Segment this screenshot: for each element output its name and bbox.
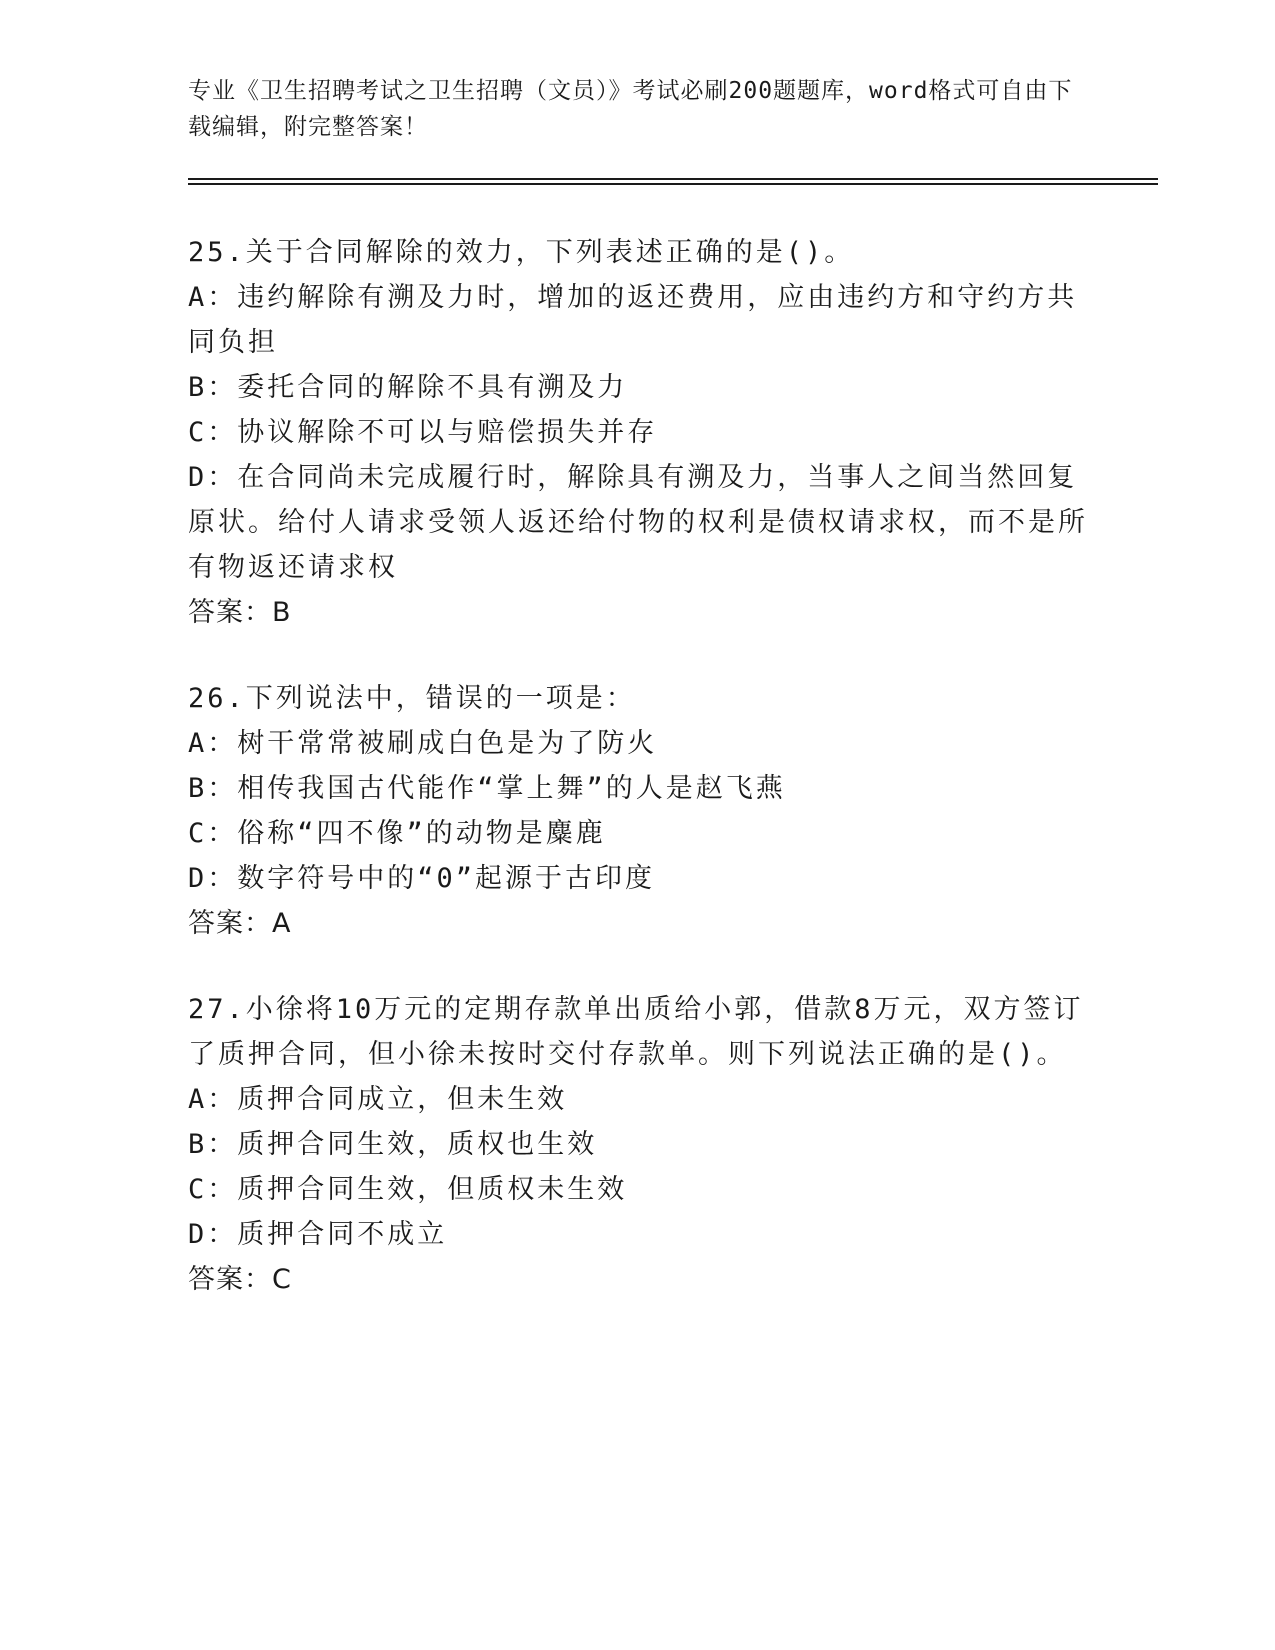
option-a: A：树干常常被刷成白色是为了防火 [188,728,658,759]
option-d: D：数字符号中的“0”起源于古印度 [188,863,656,894]
answer-label: 答案：B [188,597,292,628]
option-d: D：质押合同不成立 [188,1219,448,1250]
header-text: 专业《卫生招聘考试之卫生招聘（文员）》考试必刷200题题库，word格式可自由下载编辑，附完整答案！ [188,78,1073,140]
option-d: D：在合同尚未完成履行时，解除具有溯及力，当事人之间当然回复原状。给付人请求受领人返还给付物的权利是债权请求权，而不是所有物返还请求权 [188,462,1088,583]
question-stem: 25.关于合同解除的效力，下列表述正确的是()。 [188,237,855,268]
option-c: C：质押合同生效，但质权未生效 [188,1174,628,1205]
answer-label: 答案：C [188,1264,292,1295]
question-list [188,230,1088,1343]
question-27 [188,987,1088,1303]
option-b: B：质押合同生效，质权也生效 [188,1129,598,1160]
option-b: B：委托合同的解除不具有溯及力 [188,372,628,403]
answer-label: 答案：A [188,908,292,939]
header-divider-top [188,178,1158,180]
document-header [188,73,1088,145]
question-stem: 26.下列说法中，错误的一项是： [188,683,636,714]
header-divider-bottom [188,183,1158,185]
option-a: A：违约解除有溯及力时，增加的返还费用，应由违约方和守约方共同负担 [188,282,1078,358]
option-c: C：协议解除不可以与赔偿损失并存 [188,417,658,448]
question-stem: 27.小徐将10万元的定期存款单出质给小郭，借款8万元，双方签订了质押合同，但小徐未按时交付存款单。则下列说法正确的是()。 [188,994,1084,1070]
question-26 [188,676,1088,947]
option-a: A：质押合同成立，但未生效 [188,1084,568,1115]
option-c: C：俗称“四不像”的动物是麋鹿 [188,818,606,849]
question-25 [188,230,1088,636]
option-b: B：相传我国古代能作“掌上舞”的人是赵飞燕 [188,773,786,804]
